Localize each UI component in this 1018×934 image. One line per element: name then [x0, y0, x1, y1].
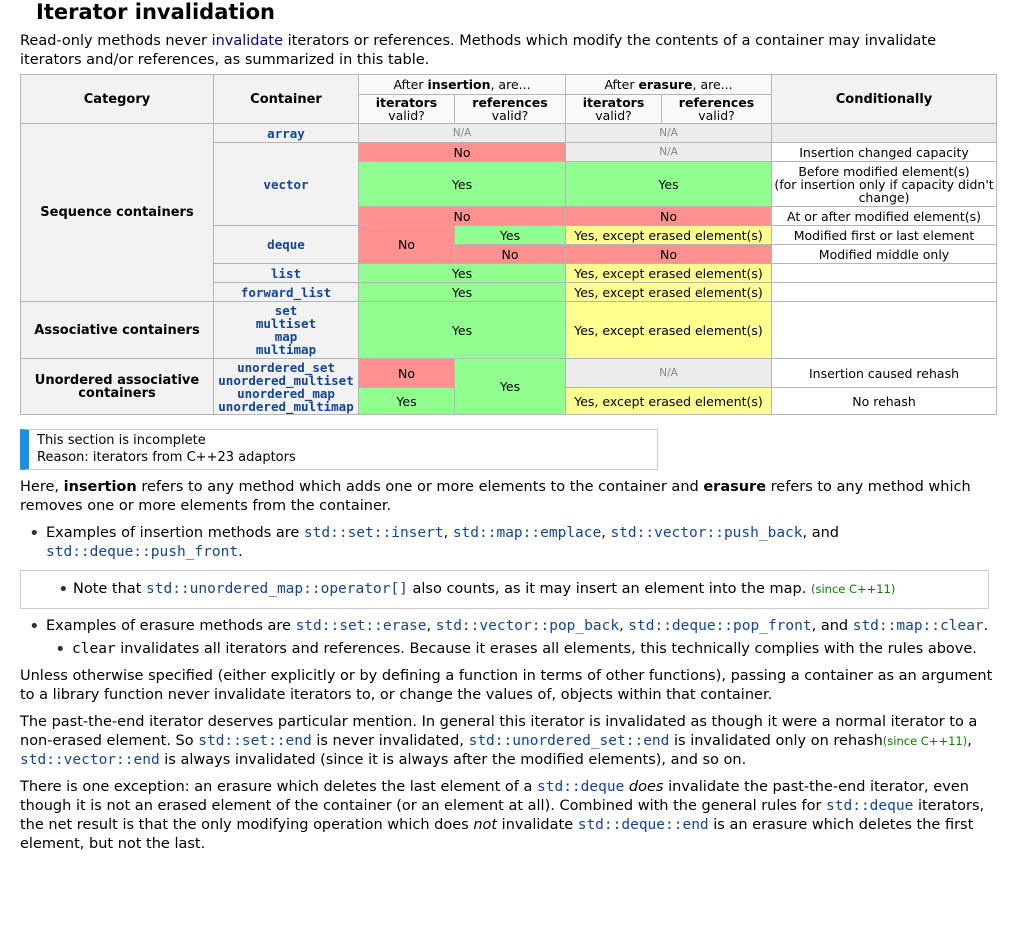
cell-yes-except: Yes, except erased element(s) [566, 388, 772, 415]
container-vector[interactable]: vector [214, 143, 359, 226]
cell-yes-except: Yes, except erased element(s) [566, 302, 772, 359]
link-vector-pop-back[interactable]: std::vector::pop_back [435, 618, 620, 634]
cell-yes: Yes [359, 264, 566, 283]
cell-no: No [455, 245, 566, 264]
container-unordered-multimap[interactable]: unordered_multimap [218, 398, 354, 414]
container-map[interactable]: map [274, 329, 298, 344]
incomplete-reason: Reason: iterators from C++23 adaptors [37, 450, 296, 465]
link-deque-end[interactable]: std::deque::end [577, 817, 709, 833]
category-sequence: Sequence containers [21, 124, 214, 302]
incomplete-title: This section is incomplete [37, 433, 206, 448]
link-vector-end[interactable]: std::vector::end [20, 752, 160, 768]
container-unordered-multiset[interactable]: unordered_multiset [218, 372, 354, 388]
incomplete-notice [20, 429, 658, 470]
unless-paragraph: Unless otherwise specified (either explicitly or by defining a function in terms of other functions), passing a container as an argument to a library function never invalidate iterators to, or change the values of, objects within that container. [20, 668, 993, 703]
header-conditionally: Conditionally [772, 75, 997, 124]
container-multiset[interactable]: multiset [255, 316, 317, 331]
cell-na: N/A [566, 124, 772, 143]
link-vector-push-back[interactable]: std::vector::push_back [610, 525, 803, 541]
header-era-iterators: iterators valid? [566, 95, 662, 124]
link-unordered-set-end[interactable]: std::unordered_set::end [468, 733, 670, 749]
intro-paragraph [20, 32, 996, 70]
cell-no: No [359, 143, 566, 162]
exception-paragraph: There is one exception: an erasure which deletes the last element of a std::deque does invalidate the past-the-end iterator, even though it is not an erased element of the container (or an element at all). Combined with the general rules for std::deque iterators, the net result is that the only modifying operation which does not invalidate std::deque::end is an erasure which deletes the first element, but not the last. [20, 779, 985, 852]
invalidation-table [20, 74, 997, 415]
clear-code: clear [72, 641, 116, 657]
cell-no: No [566, 207, 772, 226]
cell-na: N/A [359, 124, 566, 143]
page-title: Iterator invalidation [36, 0, 275, 24]
cell-empty [772, 264, 997, 283]
cell-no: No [359, 207, 566, 226]
cell-empty [772, 124, 997, 143]
condition-before-modified: Before modified element(s) (for insertion only if capacity didn't change) [772, 162, 997, 207]
cell-yes: Yes [455, 226, 566, 245]
condition-at-or-after: At or after modified element(s) [772, 207, 997, 226]
link-set-end[interactable]: std::set::end [198, 733, 312, 749]
cell-no: No [359, 226, 455, 264]
intro-text: Read-only methods never [20, 33, 212, 49]
intro-text-2: iterators or references. Methods which modify the contents of a container may invalidate iterators and/or references, as summarized in this table. [20, 33, 937, 68]
header-container: Container [214, 75, 359, 124]
insertion-examples-list [20, 524, 996, 562]
container-associative-list [214, 302, 359, 359]
cell-na: N/A [566, 359, 772, 388]
cell-yes: Yes [359, 283, 566, 302]
condition-rehash: Insertion caused rehash [772, 359, 997, 388]
container-array[interactable]: array [214, 124, 359, 143]
cell-yes: Yes [359, 388, 455, 415]
container-forward-list[interactable]: forward_list [214, 283, 359, 302]
header-after-insertion: After insertion, are... [359, 75, 566, 95]
cell-na: N/A [566, 143, 772, 162]
erasure-examples-list [20, 617, 996, 636]
condition-capacity-changed: Insertion changed capacity [772, 143, 997, 162]
link-deque-pop-front[interactable]: std::deque::pop_front [628, 618, 812, 634]
cell-empty [772, 283, 997, 302]
cell-yes: Yes [359, 162, 566, 207]
insertion-erasure-definition: Here, insertion refers to any method which adds one or more elements to the container and erasure refers to any method which removes one or more elements from the container. [20, 479, 971, 514]
cell-no: No [566, 245, 772, 264]
container-unordered-set[interactable]: unordered_set [237, 359, 335, 375]
condition-no-rehash: No rehash [772, 388, 997, 415]
cell-yes-except: Yes, except erased element(s) [566, 226, 772, 245]
header-category: Category [21, 75, 214, 124]
content [20, 0, 996, 854]
container-multimap[interactable]: multimap [255, 342, 317, 357]
header-ins-iterators: iterators valid? [359, 95, 455, 124]
cell-yes: Yes [359, 302, 566, 359]
note-item: • Note that std::unordered_map::operator[] also counts, as it may insert an element into the map. (since C++11) [49, 580, 988, 599]
category-associative: Associative containers [21, 302, 214, 359]
past-the-end-paragraph: The past-the-end iterator deserves particular mention. In general this iterator is invalidated as though it were a normal iterator to a non-erased element. So std::set::end is never invalidated, std::unordered_set::end is invalidated only on rehash(since C++11), std::vector::end is always invalidated (since it is always after the modified elements), and so on. [20, 714, 978, 768]
invalidate-link[interactable]: invalidate [211, 33, 284, 49]
condition-first-or-last: Modified first or last element [772, 226, 997, 245]
cell-empty [772, 302, 997, 359]
since-cpp11-badge: (since C++11) [882, 734, 968, 748]
cell-yes: Yes [566, 162, 772, 207]
cell-yes-except: Yes, except erased element(s) [566, 264, 772, 283]
link-map-clear[interactable]: std::map::clear [852, 618, 984, 634]
erasure-examples-item: • Examples of erasure methods are std::set::erase, std::vector::pop_back, std::deque::pop_front, and std::map::clear. [20, 617, 996, 636]
since-cpp11-badge: (since C++11) [810, 582, 896, 596]
header-after-erasure: After erasure, are... [566, 75, 772, 95]
link-set-insert[interactable]: std::set::insert [303, 525, 444, 541]
link-map-emplace[interactable]: std::map::emplace [452, 525, 602, 541]
link-set-erase[interactable]: std::set::erase [295, 618, 427, 634]
container-unordered-map[interactable]: unordered_map [237, 385, 335, 401]
note-box [20, 570, 989, 609]
clear-note-list [20, 640, 996, 659]
container-deque[interactable]: deque [214, 226, 359, 264]
cell-yes: Yes [455, 359, 566, 415]
link-deque[interactable]: std::deque [537, 779, 625, 795]
clear-note-item: • clear invalidates all iterators and references. Because it erases all elements, this technically complies with the rules above. [46, 640, 996, 659]
link-deque-2[interactable]: std::deque [826, 798, 914, 814]
link-unordered-map-operator[interactable]: std::unordered_map::operator[] [146, 581, 408, 597]
container-unordered-list [214, 359, 359, 415]
header-ins-references: references valid? [455, 95, 566, 124]
category-unordered: Unordered associative containers [21, 359, 214, 415]
cell-yes-except: Yes, except erased element(s) [566, 283, 772, 302]
header-era-references: references valid? [662, 95, 772, 124]
container-set[interactable]: set [274, 303, 298, 318]
container-list[interactable]: list [214, 264, 359, 283]
insertion-examples-item: • Examples of insertion methods are std::set::insert, std::map::emplace, std::vector::push_back, and std::deque::push_front. [20, 524, 996, 562]
condition-middle-only: Modified middle only [772, 245, 997, 264]
cell-no: No [359, 359, 455, 388]
link-deque-push-front[interactable]: std::deque::push_front [46, 544, 239, 560]
